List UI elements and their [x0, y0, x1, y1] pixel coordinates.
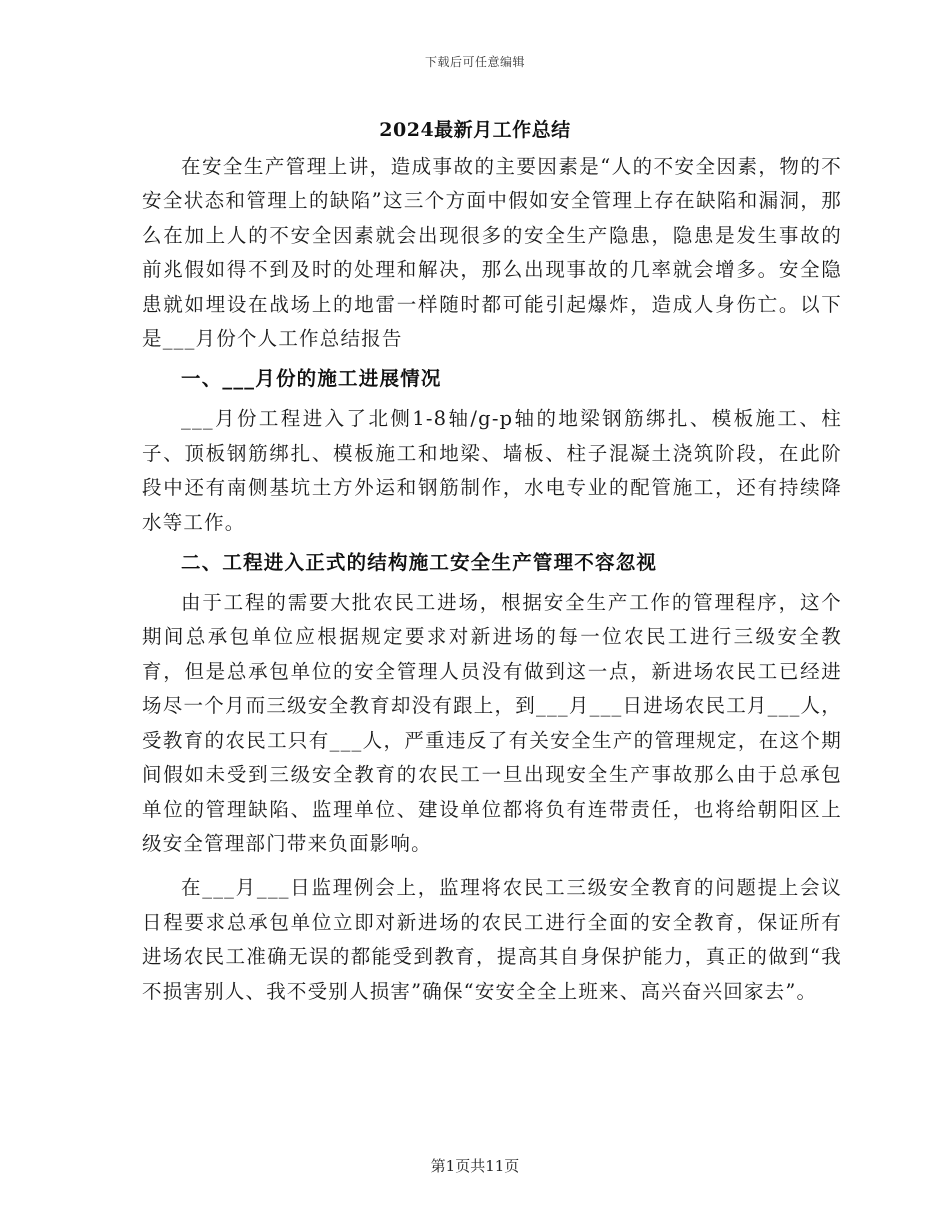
section-2-heading: 二、工程进入正式的结构施工安全生产管理不容忽视 [181, 551, 658, 575]
section-2-paragraph-2: 在___月___日监理例会上，监理将农民工三级安全教育的问题提上会议日程要求总承包单位立即对新进场的农民工进行全面的安全教育，保证所有进场农民工准确无误的都能受到教育，提高其自身保护能力，真正的做到“我不损害别人、我不受别人损害”确保“安安全全上班来、高兴奋兴回家去”。 [142, 876, 842, 1003]
header-note: 下载后可任意编辑 [424, 55, 525, 69]
section-2-paragraph-1: 由于工程的需要大批农民工进场，根据安全生产工作的管理程序，这个期间总承包单位应根据规定要求对新进场的每一位农民工进行三级安全教育，但是总承包单位的安全管理人员没有做到这一点，新进场农民工已经进场尽一个月而三级安全教育却没有跟上，到___月___日进场农民工月___人，受教育的农民工只有___人，严重违反了有关安全生产的管理规定，在这个期间假如未受到三级安全教育的农民工一旦出现安全生产事故那么由于总承包单位的管理缺陷、监理单位、建设单位都将负有连带责任，也将给朝阳区上级安全管理部门带来负面影响。 [142, 591, 842, 855]
section-1-paragraph: ___月份工程进入了北侧1-8轴/g-p轴的地梁钢筋绑扎、模板施工、柱子、顶板钢筋绑扎、模板施工和地梁、墙板、柱子混凝土浇筑阶段，在此阶段中还有南侧基坑土方外运和钢筋制作，水电专业的配管施工，还有持续降水等工作。 [142, 407, 842, 534]
intro-paragraph: 在安全生产管理上讲，造成事故的主要因素是“人的不安全因素，物的不安全状态和管理上的缺陷”这三个方面中假如安全管理上存在缺陷和漏洞，那么在加上人的不安全因素就会出现很多的安全生产隐患，隐患是发生事故的前兆假如得不到及时的处理和解决，那么出现事故的几率就会增多。安全隐患就如埋设在战场上的地雷一样随时都可能引起爆炸，造成人身伤亡。以下是___月份个人工作总结报告 [142, 155, 842, 351]
page-number: 第1页共11页 [430, 1157, 520, 1175]
document-body [142, 150, 842, 1009]
section-1-heading: 一、___月份的施工进展情况 [181, 367, 442, 391]
document-title: 2024最新月工作总结 [379, 119, 571, 141]
